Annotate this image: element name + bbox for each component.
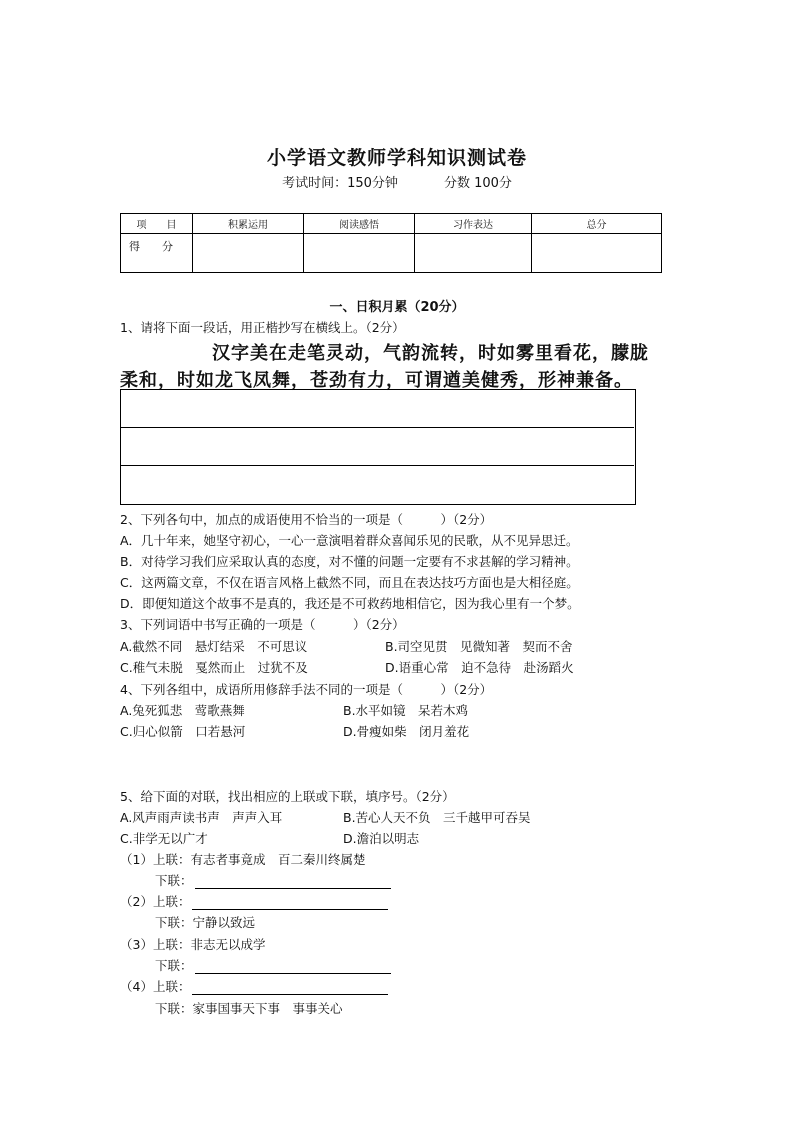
option-c: C．这两篇文章，不仅在语言风格上截然不同，而且在表达技巧方面也是大相径庭。 (120, 575, 579, 590)
option-b: B．对待学习我们应采取认真的态度，对不懂的问题一定要有不求甚解的学习精神。 (120, 554, 579, 569)
answer-blank[interactable] (195, 960, 391, 974)
score-table-cell: 总分 (532, 214, 662, 234)
option-b: B.水平如镜 呆若木鸡 (343, 703, 469, 718)
calligraphy-line-1: 汉字美在走笔灵动，气韵流转，时如雾里看花，朦胧 (212, 343, 649, 364)
calligraphy-line-2: 柔和，时如龙飞凤舞，苍劲有力，可谓遒美健秀，形神兼备。 (120, 370, 633, 391)
question-2: 2、下列各句中，加点的成语使用不恰当的一项是（ ）（2分） (120, 512, 493, 527)
score-table-cell: 项 目 (121, 214, 193, 234)
couplet-upper-1: （1）上联：有志者事竟成 百二秦川终属楚 (120, 852, 366, 867)
score-input-cell[interactable] (193, 234, 304, 273)
option-b: B.司空见贯 见微知著 契而不舍 (385, 639, 573, 654)
score-input-cell[interactable] (304, 234, 415, 273)
page-title: 小学语文教师学科知识测试卷 (266, 147, 527, 169)
section-title: 一、日积月累（20分） (329, 300, 465, 315)
question-5: 5、给下面的对联，找出相应的上联或下联，填序号。（2分） (120, 789, 455, 804)
answer-blank[interactable] (195, 875, 391, 889)
couplet-lower-2: 下联：宁静以致远 (155, 915, 256, 930)
couplet-upper-label: （2）上联： (120, 894, 191, 909)
option-d: D．即便知道这个故事不是真的，我还是不可救药地相信它，因为我心里有一个梦。 (120, 596, 580, 611)
option-d: D.骨瘦如柴 闭月羞花 (343, 724, 470, 739)
option-d: D.语重心常 迫不急待 赴汤蹈火 (385, 660, 574, 675)
score-table-cell: 阅读感悟 (304, 214, 415, 234)
option-d: D.澹泊以明志 (343, 831, 420, 846)
couplet-lower-label: 下联： (155, 873, 193, 888)
score-input-cell[interactable] (415, 234, 532, 273)
score-table-cell: 习作表达 (415, 214, 532, 234)
option-c: C.稚气未脱 戛然而止 过犹不及 (120, 660, 308, 675)
option-c: C.非学无以广才 (120, 831, 208, 846)
couplet-upper-4 (120, 977, 388, 995)
couplet-lower-1 (155, 871, 391, 889)
score-input-cell[interactable] (532, 234, 662, 273)
question-3: 3、下列词语中书写正确的一项是（ ）（2分） (120, 617, 405, 632)
exam-info (0, 172, 794, 191)
score-table (120, 213, 662, 273)
handwriting-box[interactable] (120, 389, 636, 505)
couplet-upper-3: （3）上联：非志无以成学 (120, 937, 266, 952)
score-table-header-row (121, 214, 662, 234)
answer-blank[interactable] (192, 981, 388, 995)
question-1: 1、请将下面一段话，用正楷抄写在横线上。（2分） (120, 320, 405, 335)
option-a: A.截然不同 悬灯结采 不可思议 (120, 639, 308, 654)
couplet-lower-3 (155, 956, 391, 974)
exam-time: 考试时间：150分钟 (282, 176, 398, 191)
couplet-lower-4: 下联：家事国事天下事 事事关心 (155, 1001, 343, 1016)
answer-blank[interactable] (192, 896, 388, 910)
handwriting-line (120, 427, 634, 428)
option-a: A.兔死狐悲 莺歌燕舞 (120, 703, 245, 718)
question-4: 4、下列各组中，成语所用修辞手法不同的一项是（ ）（2分） (120, 682, 493, 697)
score-label-cell: 得 分 (121, 234, 193, 273)
handwriting-line (120, 465, 634, 466)
score-table-cell: 积累运用 (193, 214, 304, 234)
couplet-upper-label: （4）上联： (120, 979, 191, 994)
exam-score: 分数 100分 (443, 176, 512, 191)
option-a: A.风声雨声读书声 声声入耳 (120, 810, 283, 825)
score-table-score-row (121, 234, 662, 273)
couplet-lower-label: 下联： (155, 958, 193, 973)
option-c: C.归心似箭 口若悬河 (120, 724, 246, 739)
option-b: B.苦心人天不负 三千越甲可吞吴 (343, 810, 531, 825)
option-a: A．几十年来，她坚守初心，一心一意演唱着群众喜闻乐见的民歌，从不见异思迁。 (120, 533, 579, 548)
couplet-upper-2 (120, 892, 388, 910)
